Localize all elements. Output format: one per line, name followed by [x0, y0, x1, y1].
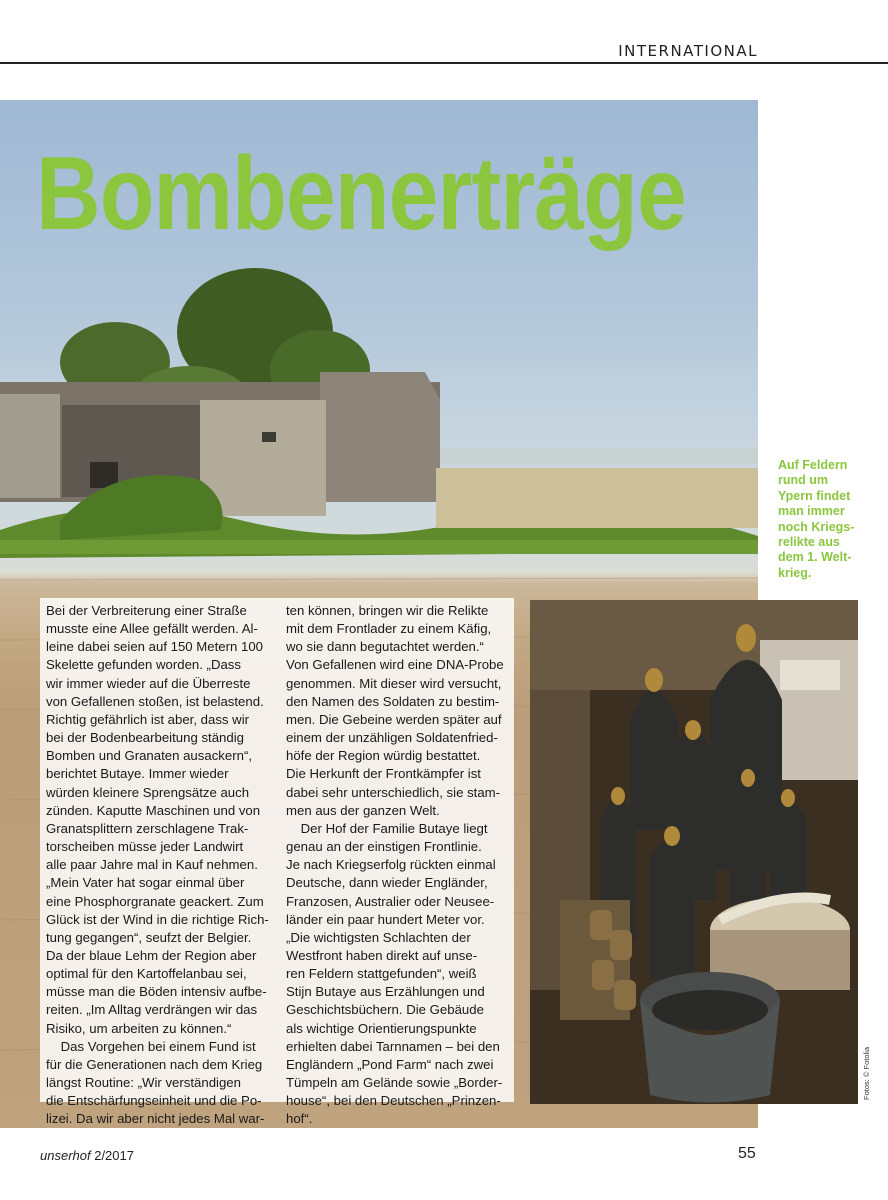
body-line: Der Hof der Familie Butaye liegt	[286, 820, 488, 836]
magazine-name: unserhof	[40, 1148, 91, 1163]
body-line: Franzosen, Australier oder Neusee-	[286, 893, 495, 909]
issue-number: 2/2017	[94, 1148, 134, 1163]
body-line: Glück ist der Wind in die richtige Rich-	[46, 911, 269, 927]
body-line: eine Phosphorgranate geackert. Zum	[46, 893, 264, 909]
body-line: reiten. „Im Alltag verdrängen wir das	[46, 1002, 258, 1018]
body-line: die Entschärfungseinheit und die Po-	[46, 1093, 262, 1109]
caption-line: rund um	[778, 473, 828, 488]
body-line: für die Generationen nach dem Krieg	[46, 1056, 263, 1072]
caption-line: dem 1. Welt-	[778, 550, 852, 565]
body-line: genommen. Mit dieser wird versucht,	[286, 675, 502, 691]
body-line: mit dem Frontlader zu einem Käfig,	[286, 621, 492, 637]
body-line: ten können, bringen wir die Relikte	[286, 603, 489, 618]
body-line: ren Feldern stattgefunden“, weiß	[286, 966, 477, 982]
body-line: längst Routine: „Wir verständigen	[46, 1075, 241, 1091]
article-title: Bombenerträge	[36, 136, 686, 252]
body-line: wir immer wieder auf die Überreste	[46, 675, 251, 691]
body-line: zünden. Kaputte Maschinen und von	[46, 802, 261, 818]
body-line: länder ein paar hundert Meter vor.	[286, 911, 485, 927]
footer-magazine	[40, 1148, 134, 1163]
body-line: Bei der Verbreiterung einer Straße	[46, 603, 247, 618]
body-line: Stijn Butaye aus Erzählungen und	[286, 984, 485, 1000]
body-line: bei der Bodenbearbeitung ständig	[46, 730, 244, 746]
body-line: würden kleinere Sprengsätze auch	[46, 784, 250, 800]
body-line: alle paar Jahre mal in Kauf nehmen.	[46, 857, 258, 873]
body-column-2	[286, 602, 508, 1129]
body-line: müsse man die Böden intensiv aufbe-	[46, 984, 267, 1000]
caption-line: relikte aus	[778, 535, 840, 550]
body-line: Engländern „Pond Farm“ nach zwei	[286, 1056, 494, 1072]
body-line: Skelette gefunden worden. „Dass	[46, 657, 241, 673]
shells-photo-illustration	[530, 600, 858, 1104]
body-line: lizei. Da wir aber nicht jedes Mal war-	[46, 1111, 265, 1127]
body-line: Geschichtsbüchern. Die Gebäude	[286, 1002, 484, 1018]
body-line: torscheiben müsse jeder Landwirt	[46, 839, 244, 855]
body-line: hof“.	[286, 1111, 313, 1127]
body-line: Granatsplittern zerschlagene Trak-	[46, 820, 249, 836]
caption-line: Auf Feldern	[778, 458, 848, 472]
body-line: men. Die Gebeine werden später auf	[286, 711, 502, 727]
caption-line: krieg.	[778, 565, 812, 580]
body-line: Da der blaue Lehm der Region aber	[46, 947, 257, 963]
body-line: Tümpeln am Gelände sowie „Border-	[286, 1075, 503, 1091]
body-line: Richtig gefährlich ist aber, dass wir	[46, 711, 250, 727]
body-line: Deutsche, dann wieder Engländer,	[286, 875, 488, 891]
body-line: wo sie dann begutachtet werden.“	[286, 639, 484, 655]
body-line: Westfront haben direkt auf unse-	[286, 947, 478, 963]
body-line: von Gefallenen stoßen, ist belastend.	[46, 693, 264, 709]
body-line: tung gegangen“, seufzt der Belgier.	[46, 929, 252, 945]
page-number: 55	[738, 1145, 756, 1162]
body-line: „Die wichtigsten Schlachten der	[286, 929, 471, 945]
body-line: berichtet Butaye. Immer wieder	[46, 766, 229, 782]
photo-credit: Fotos: © Fotolia	[862, 1046, 871, 1100]
body-line: optimal für den Kartoffelanbau sei,	[46, 966, 247, 982]
body-column-1	[46, 602, 268, 1129]
caption-line: man immer	[778, 504, 845, 519]
body-line: Von Gefallenen wird eine DNA-Probe	[286, 657, 504, 673]
body-line: house“, bei den Deutschen „Prinzen-	[286, 1093, 501, 1109]
body-line: leine dabei seien auf 150 Metern 100	[46, 639, 264, 655]
body-line: erhielten dabei Tarnnamen – bei den	[286, 1038, 500, 1054]
caption-line: noch Kriegs-	[778, 519, 855, 534]
body-line: Das Vorgehen bei einem Fund ist	[46, 1038, 256, 1054]
shells-photo	[530, 600, 858, 1104]
body-line: „Mein Vater hat sogar einmal über	[46, 875, 245, 891]
body-line: Die Herkunft der Frontkämpfer ist	[286, 766, 481, 782]
header-rule	[0, 62, 888, 64]
body-line: einem der unzähligen Soldatenfried-	[286, 730, 498, 746]
caption-line: Ypern findet	[778, 488, 851, 503]
body-line: men aus der ganzen Welt.	[286, 802, 440, 818]
body-line: höfe der Region würdig bestattet.	[286, 748, 481, 764]
photo-caption	[778, 458, 876, 581]
body-line: Je nach Kriegserfolg rückten einmal	[286, 857, 496, 873]
section-label: INTERNATIONAL	[618, 42, 758, 60]
body-line: den Namen des Soldaten zu bestim-	[286, 693, 500, 709]
body-line: Bomben und Granaten ausackern“,	[46, 748, 252, 764]
body-line: Risiko, um arbeiten zu können.“	[46, 1020, 232, 1036]
body-line: musste eine Allee gefällt werden. Al-	[46, 621, 258, 637]
body-line: genau an der einstigen Frontlinie.	[286, 839, 482, 855]
body-line: als wichtige Orientierungspunkte	[286, 1020, 477, 1036]
body-line: dabei sehr unterschiedlich, sie stam-	[286, 784, 501, 800]
